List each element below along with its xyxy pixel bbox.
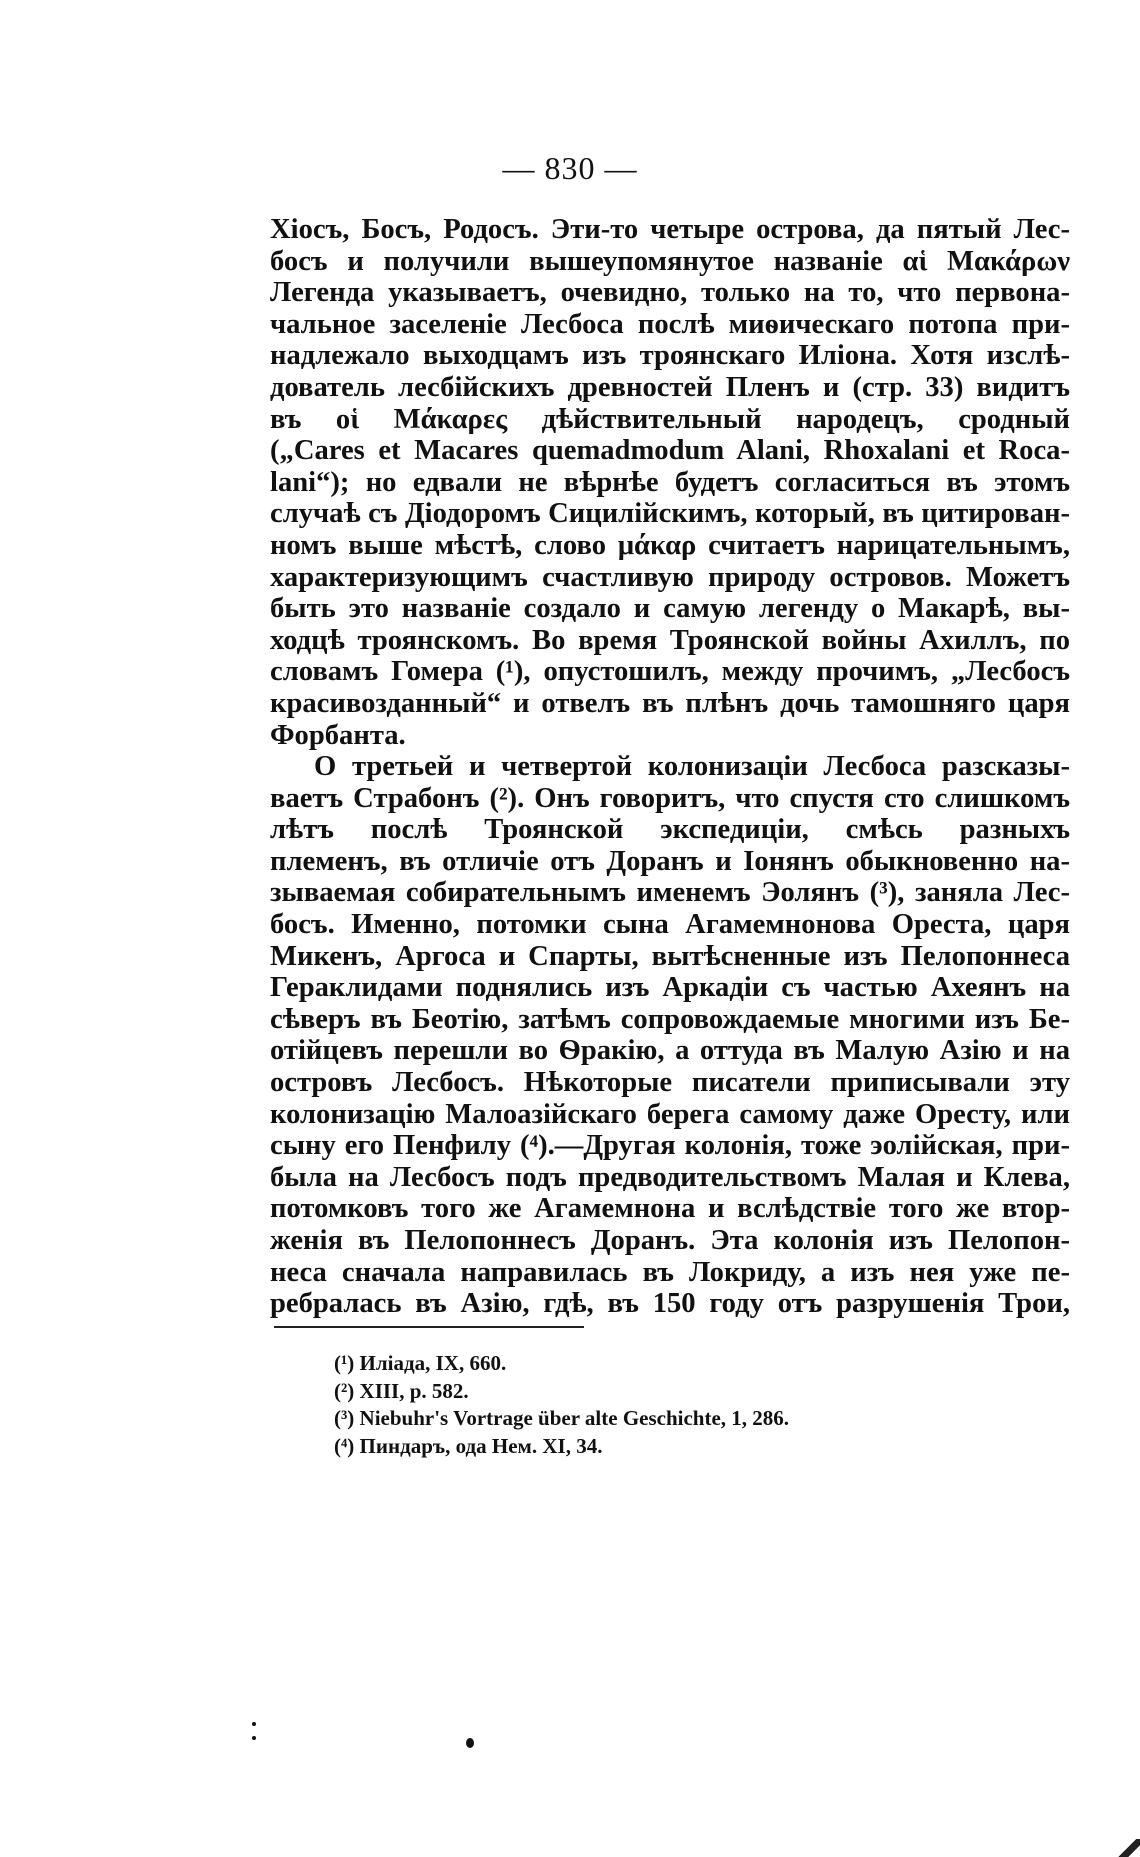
text-line: потомковъ того же Агамемнона и вслѣдствіе того же втор- <box>270 1193 1070 1225</box>
text-line: lani“); но едвали не вѣрнѣе будетъ согласиться въ этомъ <box>270 466 1070 498</box>
scan-corner-mark <box>1118 1839 1140 1857</box>
text-line: неса сначала направилась въ Локриду, а изъ нея уже пе- <box>270 1256 1070 1288</box>
text-line: зываемая собирательнымъ именемъ Эолянъ (³), заняла Лес- <box>270 877 1070 909</box>
text-line: племенъ, въ отличіе отъ Доранъ и Іонянъ обыкновенно на- <box>270 845 1070 877</box>
text-line: ребралась въ Азію, гдѣ, въ 150 году отъ разрушенія Трои, <box>270 1288 1070 1320</box>
footnote-text: Пиндаръ, ода Нем. XI, 34. <box>359 1433 603 1458</box>
text-line: босъ и получили вышеупомянутое названіе αἱ Μακάρων <box>270 245 1070 277</box>
paragraph-2 <box>270 751 1070 1320</box>
text-line: Форбанта. <box>270 719 406 751</box>
text-line: случаѣ съ Діодоромъ Сицилійскимъ, который, въ цитирован- <box>270 498 1070 530</box>
text-line: Легенда указываетъ, очевидно, только на то, что первона- <box>270 277 1070 309</box>
footnote <box>334 1350 789 1378</box>
paragraph-1 <box>270 214 1070 751</box>
text-line: женія въ Пелопоннесъ Доранъ. Эта колонія изъ Пелопон- <box>270 1225 1070 1256</box>
text-line: характеризующимъ счастливую природу островов. Можетъ <box>270 561 1070 593</box>
footnote-divider <box>274 1326 584 1328</box>
page-number: — 830 — <box>502 150 638 186</box>
scan-speck <box>252 1722 256 1726</box>
text-line: красивозданный“ и отвелъ въ плѣнъ дочь тамошняго царя <box>270 687 1070 719</box>
text-line: ходцѣ троянскомъ. Во время Троянской войны Ахиллъ, по <box>270 624 1070 656</box>
body-text <box>270 214 1070 1320</box>
scan-speck <box>466 1738 474 1748</box>
text-line: надлежало выходцамъ изъ троянскаго Иліона. Хотя изслѣ- <box>270 340 1070 372</box>
text-line: босъ. Именно, потомки сына Агамемнонова Ореста, царя <box>270 909 1070 941</box>
footnote-mark: (³) <box>334 1406 355 1430</box>
text-line: ваетъ Страбонъ (²). Онъ говоритъ, что спустя сто слишкомъ <box>270 782 1070 814</box>
text-line: быть это названіе создало и самую легенду о Макарѣ, вы- <box>270 593 1070 625</box>
text-line: лѣтъ послѣ Троянской экспедиціи, смѣсь разныхъ <box>270 814 1070 846</box>
text-line: колонизацію Малоазійскаго берега самому даже Оресту, или <box>270 1098 1070 1130</box>
scan-speck <box>252 1736 256 1740</box>
text-line: сѣверъ въ Беотію, затѣмъ сопровождаемые многими изъ Бе- <box>270 1003 1070 1035</box>
text-line: сыну его Пенфилу (⁴).—Другая колонія, тоже эолійская, при- <box>270 1130 1070 1162</box>
text-line: была на Лесбосъ подъ предводительствомъ Малая и Клева, <box>270 1161 1070 1193</box>
text-line: О третьей и четвертой колонизаціи Лесбоса разсказы- <box>314 751 1070 783</box>
text-line: Хіосъ, Босъ, Родосъ. Эти-то четыре острова, да пятый Лес- <box>270 214 1070 245</box>
footnote-mark: (⁴) <box>334 1433 355 1458</box>
text-line: номъ выше мѣстѣ, слово μάκαρ считаетъ нарицательнымъ, <box>270 529 1070 561</box>
footnotes <box>334 1350 789 1460</box>
footnote <box>334 1378 789 1406</box>
text-line: Микенъ, Аргоса и Спарты, вытѣсненные изъ Пелопоннеса <box>270 940 1070 972</box>
text-line: словамъ Гомера (¹), опустошилъ, между прочимъ, „Лесбосъ <box>270 656 1070 688</box>
text-line: отійцевъ перешли во Ѳракію, а оттуда въ Малую Азію и на <box>270 1035 1070 1067</box>
text-line: Гераклидами поднялись изъ Аркадіи съ частью Ахеянъ на <box>270 972 1070 1004</box>
footnote-mark: (¹) <box>334 1351 355 1375</box>
text-line: въ οἱ Μάκαρες дѣйствительный народецъ, сродный <box>270 403 1070 435</box>
text-line: („Cares et Macares quemadmodum Alani, Rhoxalani et Roca- <box>270 435 1070 467</box>
footnote <box>334 1405 789 1433</box>
footnote-text: Иліада, IX, 660. <box>359 1351 507 1375</box>
footnote <box>334 1433 789 1461</box>
text-line: дователь лесбійскихъ древностей Пленъ и (стр. 33) видитъ <box>270 371 1070 403</box>
text-line: чальное заселеніе Лесбоса послѣ миѳическаго потопа при- <box>270 308 1070 340</box>
footnote-text: XIII, p. 582. <box>359 1378 469 1403</box>
footnote-mark: (²) <box>334 1378 355 1403</box>
text-line: островъ Лесбосъ. Нѣкоторые писатели приписывали эту <box>270 1067 1070 1099</box>
footnote-text: Niebuhr's Vortrage über alte Geschichte, 1, 286. <box>359 1406 790 1430</box>
